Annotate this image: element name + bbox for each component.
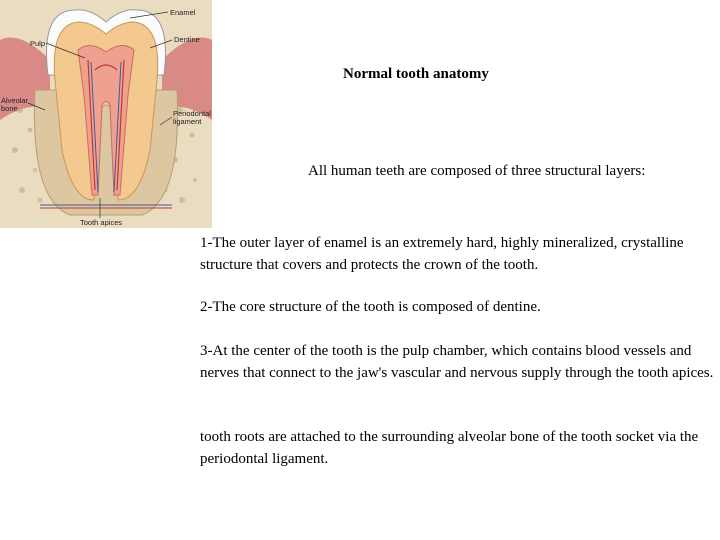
page-title: Normal tooth anatomy (343, 66, 489, 82)
label-pulp: Pulp (30, 39, 46, 48)
tooth-anatomy-figure (0, 0, 212, 228)
intro-text: All human teeth are composed of three structural layers: (308, 163, 646, 179)
paragraph-enamel: 1-The outer layer of enamel is an extremely hard, highly mineralized, crystalline structure that covers and protects the crown of the tooth. (200, 235, 684, 273)
paragraph-pulp: 3-At the center of the tooth is the pulp chamber, which contains blood vessels and nerves that connect to the jaw's vascular and nervous supply through the tooth apices. (200, 343, 714, 381)
label-alveolar-bone: Alveolar bone (1, 96, 29, 113)
label-enamel: Enamel (170, 8, 196, 17)
label-periodontal-ligament: Periodontal ligament (173, 109, 211, 126)
label-tooth-apices: Tooth apices (80, 218, 123, 227)
paragraph-dentine: 2-The core structure of the tooth is composed of dentine. (200, 299, 541, 315)
label-dentine: Dentine (174, 35, 200, 44)
paragraph-roots: tooth roots are attached to the surrounding alveolar bone of the tooth socket via the periodontal ligament. (200, 429, 699, 467)
